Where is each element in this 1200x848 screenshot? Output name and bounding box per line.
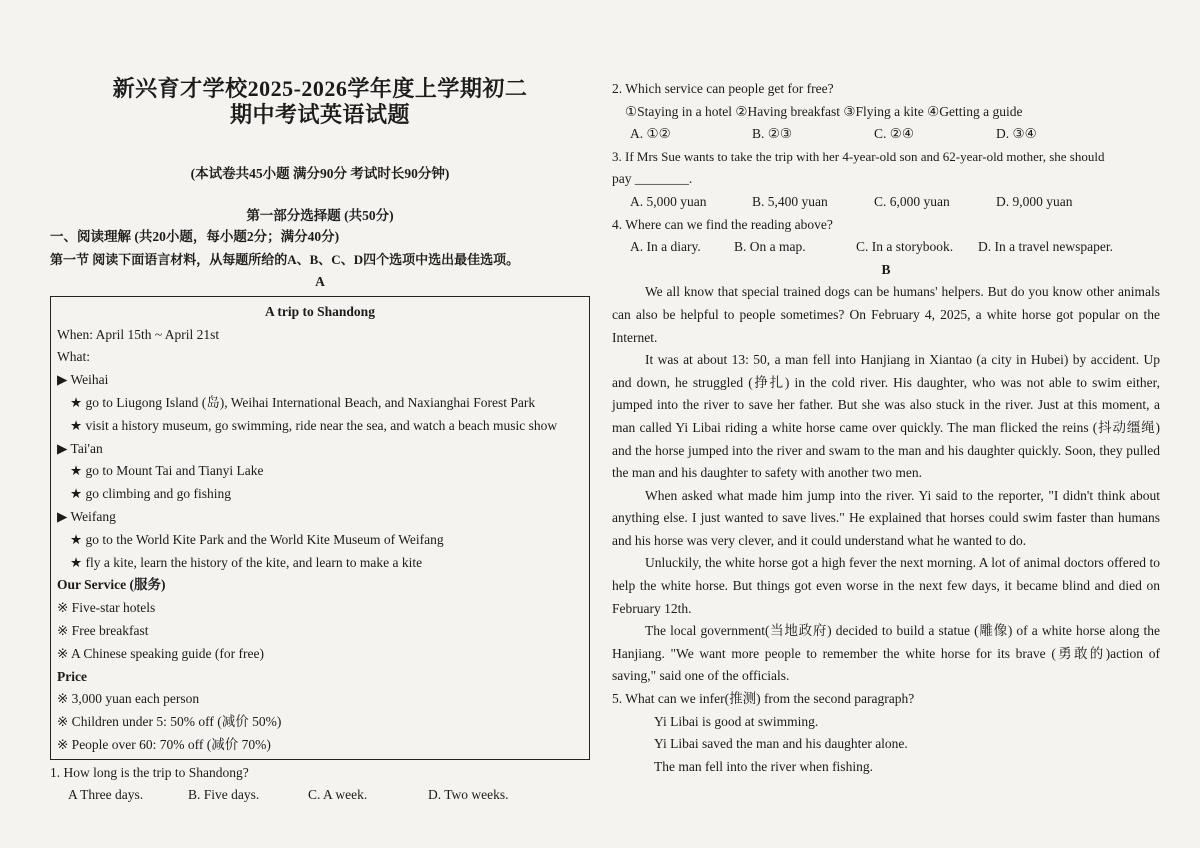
option-b: B. On a map.	[734, 239, 806, 255]
option-a: A Three days.	[68, 787, 144, 803]
list-item: ★ fly a kite, learn the history of the kite, and learn to make a kite	[70, 554, 423, 570]
exam-subtitle: (本试卷共45小题 满分90分 考试时长90分钟)	[190, 166, 450, 181]
list-item: ※ 3,000 yuan each person	[57, 691, 200, 707]
exam-title-line2: 期中考试英语试题	[229, 102, 410, 127]
question-4-stem: 4. Where can we find the reading above?	[612, 216, 833, 232]
section1-instructions: 第一节 阅读下面语言材料，从每题所给的A、B、C、D四个选项中选出最佳选项。	[50, 251, 520, 267]
list-item: ★ visit a history museum, go swimming, ride near the sea, and watch a beach music show	[70, 417, 558, 433]
passage-b-paragraph: When asked what made him jump into the river. Yi said to the reporter, "I didn't think about anything else. I just wanted to save lives." He explained that horses could swim faster than humans and his horse was very clever, and it could understand what he wanted to do.	[612, 487, 1160, 548]
question-2-choices: ①Staying in a hotel ②Having breakfast ③Flying a kite ④Getting a guide	[625, 103, 1023, 119]
question-5-option: The man fell into the river when fishing.	[654, 758, 873, 774]
list-item: ※ Children under 5: 50% off (减价 50%)	[57, 714, 282, 730]
passage-b-paragraph: It was at about 13: 50, a man fell into Hanjiang in Xiantao (a city in Hubei) by accident. Up and down, he struggled (挣扎) in the cold river. His daughter, who was not able to swim either, jumped into the river to save her father. But she was also stuck in the river. Just at this moment, a man called Yi Libai riding a white horse came over quickly. The man flicked the reins (抖动缰绳) and the horse jumped into the river and swam to the man and his daughter quickly. Soon, they pulled the man and his daughter to safety with another two men.	[612, 352, 1160, 481]
list-item: ※ Free breakfast	[57, 622, 149, 638]
section1-heading: 一、阅读理解 (共20小题，每小题2分；满分40分)	[50, 229, 340, 244]
option-d: D. Two weeks.	[428, 787, 509, 803]
passage-a-box	[50, 296, 590, 760]
option-a: A. 5,000 yuan	[630, 193, 707, 209]
question-5-stem: 5. What can we infer(推测) from the second paragraph?	[612, 691, 915, 707]
question-3-options	[612, 191, 1160, 214]
option-c: C. A week.	[308, 787, 368, 803]
list-item: ★ go climbing and go fishing	[70, 486, 231, 502]
passage-a-title: A trip to Shandong	[265, 303, 375, 319]
question-3-stem: 3. If Mrs Sue wants to take the trip with her 4-year-old son and 62-year-old mother, she should	[612, 148, 1105, 164]
option-c: C. ②④	[874, 126, 914, 142]
list-item: ※ People over 60: 70% off (减价 70%)	[57, 736, 271, 752]
list-item: ★ go to Liugong Island (岛), Weihai International Beach, and Naxianghai Forest Park	[70, 394, 536, 410]
question-4-options	[612, 236, 1160, 259]
service-heading: Our Service (服务)	[57, 577, 166, 593]
list-item: ※ A Chinese speaking guide (for free)	[57, 645, 265, 661]
option-b: B. ②③	[752, 126, 792, 142]
question-1-options	[50, 784, 590, 807]
question-3-stem-cont: pay ________.	[612, 171, 693, 187]
trip-when: When: April 15th ~ April 21st	[57, 326, 220, 342]
question-1-stem: 1. How long is the trip to Shandong?	[50, 764, 249, 780]
question-5-option: Yi Libai is good at swimming.	[654, 713, 819, 729]
option-d: D. ③④	[996, 126, 1037, 142]
passage-a-label: A	[315, 274, 325, 290]
question-2-stem: 2. Which service can people get for free?	[612, 81, 834, 96]
right-column	[612, 78, 1160, 778]
price-heading: Price	[57, 668, 87, 684]
passage-b-paragraph: We all know that special trained dogs can be humans' helpers. But do you know other animals can also be helpful to people sometimes? On February 4, 2025, a white horse got popular on the Internet.	[612, 284, 1160, 345]
option-d: D. 9,000 yuan	[996, 193, 1073, 209]
part1-heading: 第一部分选择题 (共50分)	[246, 208, 394, 223]
passage-b-paragraph: The local government(当地政府) decided to build a statue (雕像) of a white horse along the Hanjiang. "We want more people to remember the white horse for its brave (勇敢的)action of saving," said one of the officials.	[612, 623, 1160, 684]
option-a: A. In a diary.	[630, 239, 701, 255]
passage-b-label: B	[881, 261, 891, 277]
passage-b-paragraph: Unluckily, the white horse got a high fever the next morning. A lot of animal doctors offered to help the white horse. But things got even worse in the next few days, it became blind and died on February 12th.	[612, 555, 1160, 616]
option-b: B. 5,400 yuan	[752, 193, 828, 209]
left-column	[50, 70, 590, 807]
question-2-options	[612, 123, 1160, 146]
trip-what: What:	[57, 349, 90, 365]
option-a: A. ①②	[630, 126, 671, 142]
option-c: C. In a storybook.	[856, 239, 954, 255]
list-item: ★ go to Mount Tai and Tianyi Lake	[70, 463, 264, 479]
list-item: ★ go to the World Kite Park and the World Kite Museum of Weifang	[70, 531, 444, 547]
option-c: C. 6,000 yuan	[874, 193, 950, 209]
question-5-option: Yi Libai saved the man and his daughter alone.	[654, 736, 908, 752]
option-d: D. In a travel newspaper.	[978, 239, 1113, 255]
exam-title-line1: 新兴育才学校2025-2026学年度上学期初二	[112, 76, 528, 101]
place-weihai: ▶ Weihai	[57, 372, 109, 388]
option-b: B. Five days.	[188, 787, 260, 803]
place-taian: ▶ Tai'an	[57, 440, 103, 456]
place-weifang: ▶ Weifang	[57, 508, 116, 524]
list-item: ※ Five-star hotels	[57, 600, 156, 616]
